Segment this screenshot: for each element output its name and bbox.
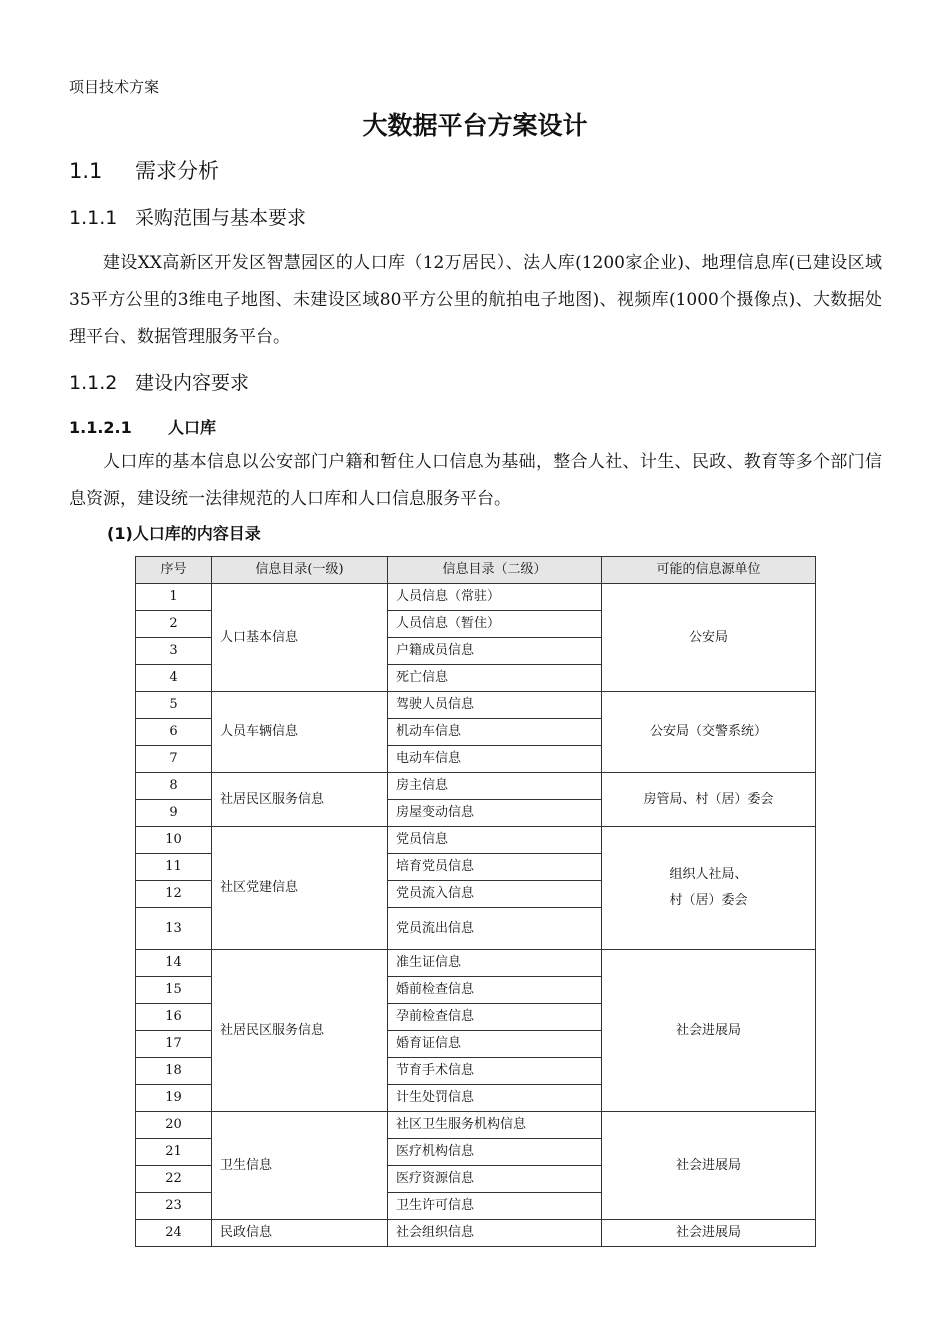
- cell-no: 5: [136, 692, 212, 719]
- table-body: [136, 584, 816, 1247]
- cell-level2: 驾驶人员信息: [388, 692, 602, 719]
- cell-level1: 人口基本信息: [212, 584, 388, 692]
- heading-text: 采购范围与基本要求: [135, 207, 307, 229]
- cell-no: 23: [136, 1193, 212, 1220]
- cell-no: 19: [136, 1085, 212, 1112]
- cell-level2: 卫生许可信息: [388, 1193, 602, 1220]
- cell-no: 4: [136, 665, 212, 692]
- cell-source: 社会进展局: [602, 950, 816, 1112]
- cell-level1: 卫生信息: [212, 1112, 388, 1220]
- cell-level2: 节育手术信息: [388, 1058, 602, 1085]
- header-level2: 信息目录（二级）: [388, 557, 602, 584]
- cell-level2: 孕前检查信息: [388, 1004, 602, 1031]
- cell-no: 13: [136, 908, 212, 950]
- cell-source: 社会进展局: [602, 1220, 816, 1247]
- table-row: [136, 773, 816, 800]
- table-row: [136, 692, 816, 719]
- cell-no: 20: [136, 1112, 212, 1139]
- cell-no: 16: [136, 1004, 212, 1031]
- cell-level2: 准生证信息: [388, 950, 602, 977]
- cell-source: 公安局: [602, 584, 816, 692]
- heading-number: 1.1.1: [69, 207, 118, 229]
- cell-no: 15: [136, 977, 212, 1004]
- cell-source: 房管局、村（居）委会: [602, 773, 816, 827]
- cell-level1: 人员车辆信息: [212, 692, 388, 773]
- cell-no: 24: [136, 1220, 212, 1247]
- header-source: 可能的信息源单位: [602, 557, 816, 584]
- cell-level2: 培育党员信息: [388, 854, 602, 881]
- cell-level2: 医疗资源信息: [388, 1166, 602, 1193]
- heading-text: 需求分析: [135, 159, 219, 183]
- cell-no: 3: [136, 638, 212, 665]
- cell-level2: 死亡信息: [388, 665, 602, 692]
- cell-level2: 户籍成员信息: [388, 638, 602, 665]
- heading-1-1-2: [69, 369, 249, 397]
- cell-no: 8: [136, 773, 212, 800]
- cell-level1: 民政信息: [212, 1220, 388, 1247]
- cell-no: 11: [136, 854, 212, 881]
- paragraph-population: 人口库的基本信息以公安部门户籍和暂住人口信息为基础，整合人社、计生、民政、教育等多个部门信息资源，建设统一法律规范的人口库和人口信息服务平台。: [69, 452, 882, 509]
- cell-level2: 医疗机构信息: [388, 1139, 602, 1166]
- cell-level2: 人员信息（常驻）: [388, 584, 602, 611]
- cell-level2: 计生处罚信息: [388, 1085, 602, 1112]
- cell-level1: 社居民区服务信息: [212, 950, 388, 1112]
- heading-text: 人口库: [168, 418, 217, 437]
- table-header-row: [136, 557, 816, 584]
- cell-level2: 党员流出信息: [388, 908, 602, 950]
- heading-number: 1.1: [69, 159, 103, 183]
- cell-source: 公安局（交警系统）: [602, 692, 816, 773]
- cell-level1: 社区党建信息: [212, 827, 388, 950]
- cell-level2: 社区卫生服务机构信息: [388, 1112, 602, 1139]
- cell-level2: 电动车信息: [388, 746, 602, 773]
- paragraph-scope: 建设XX高新区开发区智慧园区的人口库（12万居民）、法人库(1200家企业)、地理信息库(已建设区域35平方公里的3维电子地图、未建设区域80平方公里的航拍电子地图)、视频库(1000个摄像点)、大数据处理平台、数据管理服务平台。: [69, 253, 882, 347]
- cell-no: 12: [136, 881, 212, 908]
- running-header: 项目技术方案: [69, 78, 160, 96]
- cell-level2: 房主信息: [388, 773, 602, 800]
- cell-no: 14: [136, 950, 212, 977]
- heading-number: 1.1.2.1: [69, 418, 132, 437]
- cell-no: 18: [136, 1058, 212, 1085]
- cell-level2: 社会组织信息: [388, 1220, 602, 1247]
- cell-level2: 机动车信息: [388, 719, 602, 746]
- cell-level2: 房屋变动信息: [388, 800, 602, 827]
- heading-1-1-1: [69, 204, 306, 232]
- subheading-catalog: (1)人口库的内容目录: [107, 524, 261, 543]
- heading-1-1: [69, 156, 219, 186]
- cell-level2: 党员信息: [388, 827, 602, 854]
- table-row: [136, 584, 816, 611]
- document-title: 大数据平台方案设计: [362, 111, 588, 140]
- cell-no: 17: [136, 1031, 212, 1058]
- header-level1: 信息目录(一级): [212, 557, 388, 584]
- cell-no: 22: [136, 1166, 212, 1193]
- catalog-table: [135, 556, 816, 1247]
- cell-no: 21: [136, 1139, 212, 1166]
- heading-number: 1.1.2: [69, 372, 118, 394]
- cell-level2: 人员信息（暂住）: [388, 611, 602, 638]
- cell-no: 1: [136, 584, 212, 611]
- cell-no: 2: [136, 611, 212, 638]
- cell-level2: 婚前检查信息: [388, 977, 602, 1004]
- table-row: [136, 827, 816, 854]
- cell-no: 6: [136, 719, 212, 746]
- cell-level2: 党员流入信息: [388, 881, 602, 908]
- table-row: [136, 1112, 816, 1139]
- heading-1-1-2-1: [69, 416, 216, 440]
- cell-source: 社会进展局: [602, 1112, 816, 1220]
- header-no: 序号: [136, 557, 212, 584]
- cell-level1: 社居民区服务信息: [212, 773, 388, 827]
- cell-no: 10: [136, 827, 212, 854]
- cell-source: 组织人社局、 村（居）委会: [602, 827, 816, 950]
- table-row: [136, 1220, 816, 1247]
- table-header: [136, 557, 816, 584]
- cell-no: 7: [136, 746, 212, 773]
- cell-no: 9: [136, 800, 212, 827]
- heading-text: 建设内容要求: [135, 372, 250, 394]
- table-row: [136, 950, 816, 977]
- cell-level2: 婚育证信息: [388, 1031, 602, 1058]
